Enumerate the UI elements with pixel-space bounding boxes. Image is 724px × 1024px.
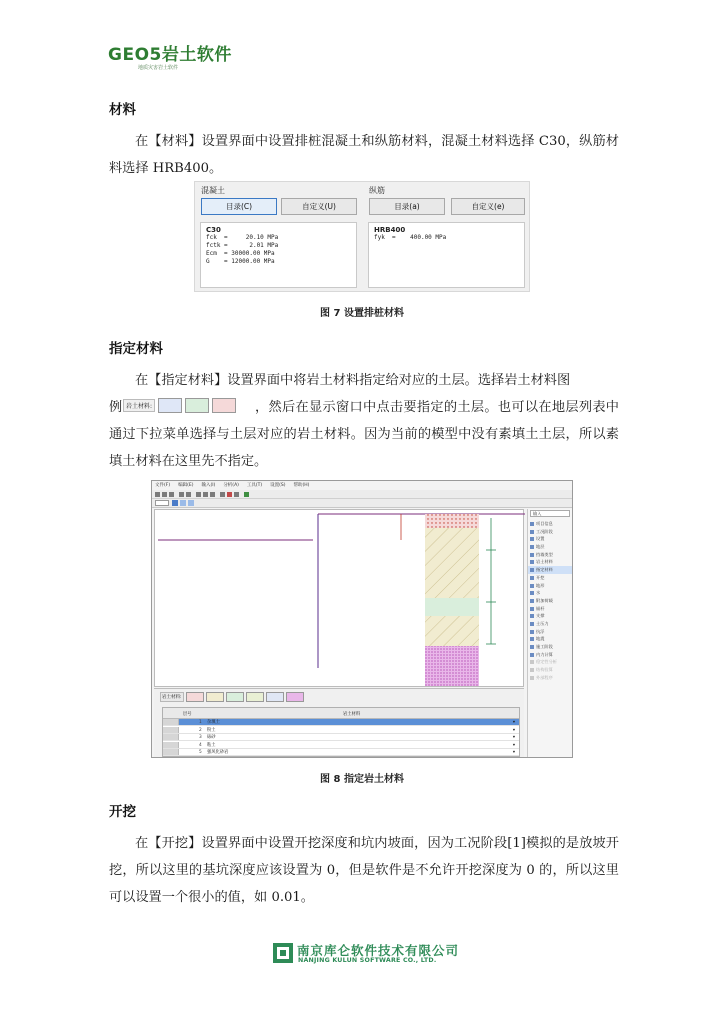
frame-item[interactable]: [528, 666, 572, 674]
rebar-properties: fyk = 400.00 MPa: [374, 234, 447, 241]
paragraph-assign-line1: 在【指定材料】设置界面中将岩土材料指定给对应的土层。选择岩土材料图: [135, 373, 571, 388]
input-panel: [154, 688, 524, 758]
rebar-custom-button[interactable]: 自定义(e): [451, 198, 525, 215]
frame-item-label: 结构验算: [536, 667, 553, 673]
frame-item-label: 指定材料: [536, 567, 553, 573]
frame-item[interactable]: [528, 651, 572, 659]
material-swatch-4[interactable]: [246, 692, 264, 702]
paragraph-excavation: 在【开挖】设置界面中设置开挖深度和坑内坡面，因为工况阶段[1]模拟的是放坡开挖，所以这里的基坑深度应该设置为 0，但是软件是不允许开挖深度为 0 的，所以这里可以设置一个很小的值，如 0.01。: [109, 836, 619, 905]
section-title-material: 材料: [109, 102, 136, 118]
frame-item-label: 地层: [536, 544, 545, 550]
frame-item[interactable]: [528, 589, 572, 597]
layer-number: 3: [199, 735, 202, 741]
concrete-group-title: 混凝土: [201, 186, 225, 195]
frame-item-icon: [530, 545, 534, 549]
stage-selector[interactable]: [155, 500, 169, 506]
rebar-info-box: [368, 222, 525, 288]
frame-item-label: 地形: [536, 582, 545, 588]
frame-item[interactable]: [528, 635, 572, 643]
layer-material-select[interactable]: 强风化砂岩: [207, 750, 229, 756]
frame-item-label: 水: [536, 590, 541, 596]
col-layer-no: 层号: [183, 712, 192, 717]
concrete-custom-button[interactable]: 自定义(U): [281, 198, 357, 215]
soil-layer-3: [425, 598, 479, 616]
row-header[interactable]: [163, 727, 179, 733]
legend-label: 岩土材料:: [123, 399, 155, 412]
print-icon[interactable]: [220, 492, 225, 497]
frame-item-label: 外部程序: [536, 674, 553, 680]
company-logo-icon: [272, 942, 294, 964]
frame-panel: [527, 509, 572, 758]
frame-item-label: 稳定性分析: [536, 659, 557, 665]
concrete-info-box: [200, 222, 357, 288]
chevron-down-icon[interactable]: ▾: [512, 720, 515, 725]
soil-layer-2-pattern: [425, 528, 479, 598]
frame-item[interactable]: [528, 658, 572, 666]
frame-item[interactable]: [528, 543, 572, 551]
table-row[interactable]: [163, 749, 519, 756]
frame-item-icon: [530, 676, 534, 680]
frame-item-label: 施工阶段: [536, 644, 553, 649]
menu-bar: [152, 481, 572, 490]
menu-file[interactable]: 文件(F): [155, 483, 171, 488]
layer-table: [162, 707, 520, 757]
frame-item[interactable]: [528, 620, 572, 628]
layer-material-select[interactable]: 粉土: [207, 727, 216, 733]
paragraph-assign-prefix: 例: [109, 400, 123, 415]
frame-item-label: 工况阶段: [536, 528, 553, 534]
figure7-caption: 图 7 设置排桩材料: [320, 308, 404, 319]
frame-item-icon: [530, 599, 534, 603]
frame-item-icon: [530, 576, 534, 580]
layer-number: 2: [199, 727, 202, 733]
frame-item[interactable]: [528, 528, 572, 536]
row-header[interactable]: [163, 742, 179, 748]
frame-item-label: 设置: [536, 536, 545, 542]
menu-tools[interactable]: 工具(T): [246, 483, 263, 488]
logo-text: GEO5岩土软件: [108, 45, 232, 65]
table-row[interactable]: [163, 734, 519, 741]
frame-item-icon: [530, 645, 534, 649]
zoom-out-icon[interactable]: [203, 492, 208, 497]
row-header[interactable]: [163, 719, 179, 725]
layer-number: 5: [199, 750, 202, 756]
copy-icon[interactable]: [234, 492, 239, 497]
frame-item-icon: [530, 660, 534, 664]
frame-item[interactable]: [528, 582, 572, 590]
col-material: 岩土材料: [343, 712, 361, 717]
frame-item-icon: [530, 614, 534, 618]
layer-number: 4: [199, 742, 202, 748]
frame-item-icon: [530, 668, 534, 672]
menu-analysis[interactable]: 分析(A): [223, 483, 239, 488]
frame-dropdown[interactable]: 输入: [530, 510, 570, 517]
layer-table-header: [163, 708, 519, 719]
frame-item-icon: [530, 653, 534, 657]
section-title-excavation: 开挖: [109, 804, 136, 820]
frame-item-icon: [530, 553, 534, 557]
open-icon[interactable]: [162, 492, 167, 497]
company-name-en: NANJING KULUN SOFTWARE CO., LTD.: [298, 957, 437, 964]
material-swatch-2[interactable]: [206, 692, 224, 702]
concrete-properties: fck = 20.10 MPa fctk = 2.01 MPa Ecm = 30000.00 MPa G = 12000.00 MPa: [206, 234, 279, 265]
new-icon[interactable]: [155, 492, 160, 497]
stage-2-icon[interactable]: [180, 500, 186, 506]
material-swatch-6[interactable]: [286, 692, 304, 702]
stage-toolbar: [152, 499, 572, 508]
frame-item[interactable]: [528, 558, 572, 566]
frame-item-label: 内力计算: [536, 651, 553, 657]
stage-1-icon[interactable]: [172, 500, 178, 506]
paragraph-material: 在【材料】设置界面中设置排桩混凝土和纵筋材料，混凝土材料选择 C30，纵筋材料选择 HRB400。: [109, 134, 619, 176]
table-row[interactable]: [163, 742, 519, 749]
frame-item-label: 支撑: [536, 613, 545, 619]
frame-item-icon: [530, 568, 534, 572]
zoom-in-icon[interactable]: [196, 492, 201, 497]
material-swatch-5[interactable]: [266, 692, 284, 702]
frame-item[interactable]: [528, 674, 572, 682]
frame-item[interactable]: [528, 605, 572, 613]
frame-item-icon: [530, 530, 534, 534]
frame-item-icon: [530, 560, 534, 564]
table-row[interactable]: [163, 719, 519, 726]
frame-item-label: 锚杆: [536, 605, 545, 611]
frame-item-label: 地震: [536, 636, 545, 642]
frame-list: [528, 520, 572, 681]
rebar-catalog-button[interactable]: 目录(a): [369, 198, 445, 215]
frame-item[interactable]: [528, 566, 572, 574]
stage-add-icon[interactable]: [188, 500, 194, 506]
chevron-down-icon[interactable]: ▾: [512, 742, 515, 748]
soil-layer-1-pattern: [425, 514, 479, 528]
layer-material-select[interactable]: 粘土: [207, 742, 216, 748]
rebar-name: HRB400: [374, 226, 406, 234]
pan-icon[interactable]: [210, 492, 215, 497]
save-icon[interactable]: [169, 492, 174, 497]
chevron-down-icon[interactable]: ▾: [512, 735, 515, 741]
frame-item[interactable]: [528, 628, 572, 636]
menu-settings[interactable]: 设置(S): [270, 483, 286, 488]
chevron-down-icon[interactable]: ▾: [512, 750, 515, 756]
header-logo: [108, 46, 232, 72]
report-icon[interactable]: [227, 492, 232, 497]
layer-number: 1: [199, 720, 202, 725]
frame-item[interactable]: [528, 520, 572, 528]
frame-item-icon: [530, 522, 534, 526]
menu-help[interactable]: 帮助(H): [293, 483, 310, 488]
frame-item[interactable]: [528, 597, 572, 605]
redo-icon[interactable]: [186, 492, 191, 497]
frame-item[interactable]: [528, 612, 572, 620]
frame-item-icon: [530, 630, 534, 634]
company-name-cn: 南京库仑软件技术有限公司: [297, 943, 460, 958]
frame-item[interactable]: [528, 551, 572, 559]
frame-item[interactable]: [528, 535, 572, 543]
bottom-material-legend: [160, 691, 304, 703]
figure8-caption: 图 8 指定岩土材料: [320, 774, 404, 785]
menu-edit[interactable]: 编辑(E): [178, 483, 194, 488]
row-header[interactable]: [163, 734, 179, 740]
chevron-down-icon[interactable]: ▾: [512, 727, 515, 733]
rebar-group-title: 纵筋: [369, 186, 385, 195]
material-swatch-3[interactable]: [226, 692, 244, 702]
frame-item-label: 抗浮: [536, 628, 545, 634]
frame-item-label: 岩土材料: [536, 559, 553, 565]
frame-item-label: 挡墙类型: [536, 551, 553, 557]
layer-material-select[interactable]: 杂填土: [207, 720, 220, 725]
frame-item-label: 项目信息: [536, 521, 553, 526]
frame-item-icon: [530, 537, 534, 541]
frame-item-label: 土压力: [536, 620, 549, 626]
frame-item-icon: [530, 584, 534, 588]
export-icon[interactable]: [244, 492, 249, 497]
frame-item-icon: [530, 622, 534, 626]
undo-icon[interactable]: [179, 492, 184, 497]
row-header[interactable]: [163, 749, 179, 755]
table-row[interactable]: [163, 727, 519, 734]
soil-layer-3b-pattern: [425, 616, 479, 646]
menu-input[interactable]: 输入(I): [201, 483, 216, 488]
drawing-canvas[interactable]: [154, 509, 524, 687]
soil-layer-4: [425, 646, 479, 686]
soil-profile-drawing: [155, 510, 525, 688]
footer-company: [272, 940, 460, 970]
section-title-assign: 指定材料: [109, 341, 163, 357]
figure-material-dialog: [194, 181, 530, 292]
concrete-name: C30: [206, 226, 221, 234]
toolbar: [152, 490, 572, 499]
frame-item-icon: [530, 607, 534, 611]
layer-material-select[interactable]: 砾砂: [207, 735, 216, 741]
logo-subtitle: 地质灾害岩土软件: [138, 65, 179, 71]
frame-item-label: 附加荷载: [536, 597, 553, 603]
figure-assign-material-window: [151, 480, 573, 758]
material-swatch-1[interactable]: [186, 692, 204, 702]
paragraph-assign-rest: ，然后在显示窗口中点击要指定的土层。也可以在地层列表中通过下拉菜单选择与土层对应的岩土材料。因为当前的模型中没有素填土土层，所以素填土材料在这里先不指定。: [109, 400, 619, 469]
frame-item-icon: [530, 637, 534, 641]
frame-item[interactable]: [528, 643, 572, 651]
concrete-catalog-button[interactable]: 目录(C): [201, 198, 277, 215]
frame-item-label: 开挖: [536, 574, 545, 580]
frame-item-icon: [530, 591, 534, 595]
bottom-legend-label: 岩土材料:: [160, 692, 184, 702]
frame-item[interactable]: [528, 574, 572, 582]
